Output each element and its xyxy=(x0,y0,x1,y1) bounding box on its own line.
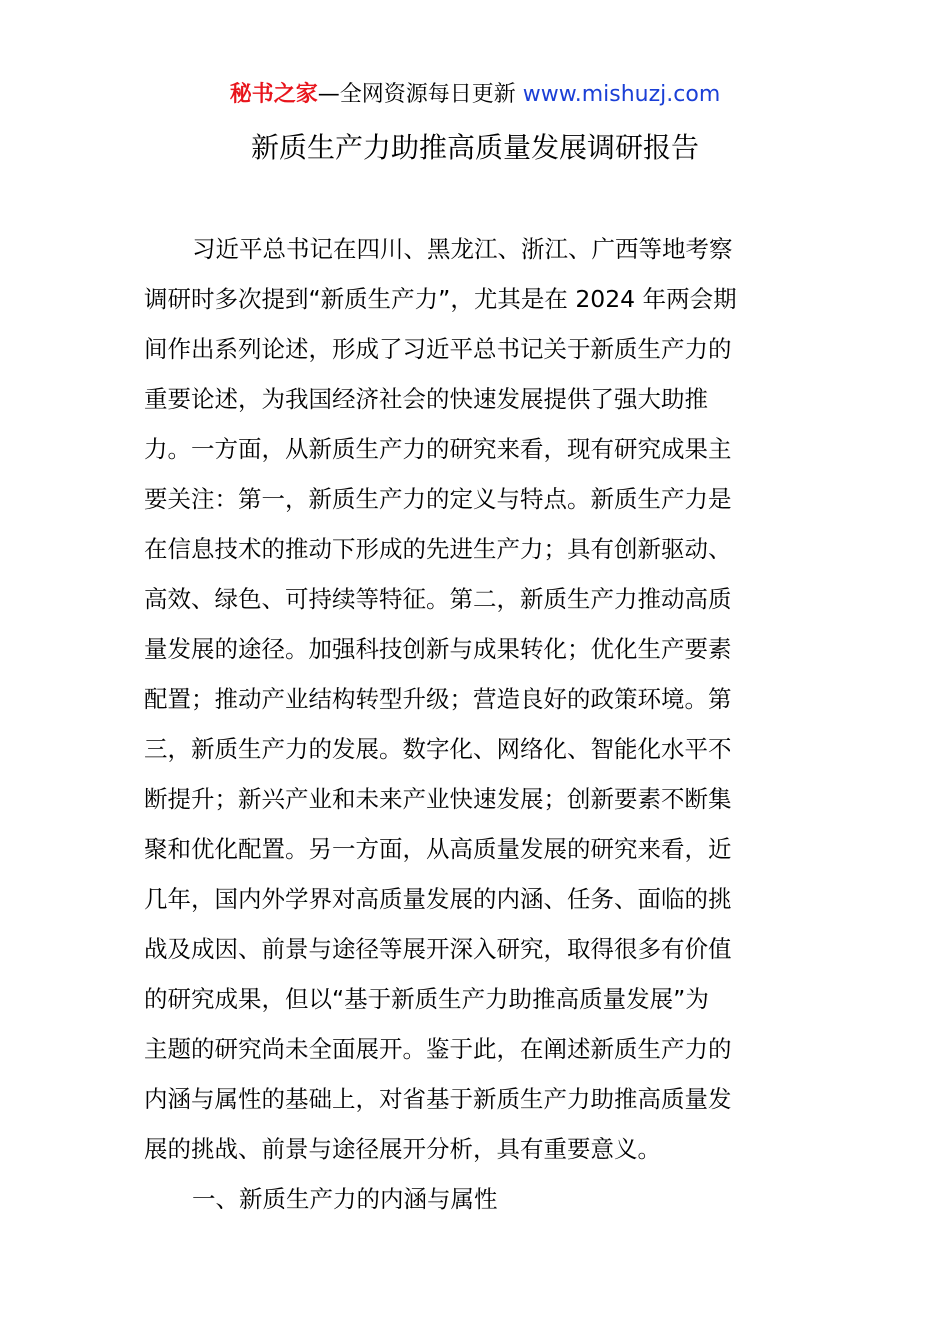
paragraph-line: 重要论述，为我国经济社会的快速发展提供了强大助推 xyxy=(144,385,708,413)
paragraph-line: 聚和优化配置。另一方面，从高质量发展的研究来看，近 xyxy=(144,835,732,863)
paragraph-line: 主题的研究尚未全面展开。鉴于此，在阐述新质生产力的 xyxy=(144,1035,732,1063)
paragraph-line: 三，新质生产力的发展。数字化、网络化、智能化水平不 xyxy=(144,735,732,763)
paragraph-line: 量发展的途径。加强科技创新与成果转化；优化生产要素 xyxy=(144,635,732,663)
paragraph-line: 内涵与属性的基础上，对省基于新质生产力助推高质量发 xyxy=(144,1085,732,1113)
site-header xyxy=(0,78,950,112)
section-heading: 一、新质生产力的内涵与属性 xyxy=(192,1185,498,1213)
brand-name: 秘书之家 xyxy=(229,82,318,107)
document-title: 新质生产力助推高质量发展调研报告 xyxy=(250,131,699,164)
paragraph-line: 断提升；新兴产业和未来产业快速发展；创新要素不断集 xyxy=(144,785,732,813)
paragraph-line: 几年，国内外学界对高质量发展的内涵、任务、面临的挑 xyxy=(144,885,732,913)
site-url-link[interactable]: www.mishuzj.com xyxy=(522,82,721,107)
paragraph-line: 的研究成果，但以“基于新质生产力助推高质量发展”为 xyxy=(144,985,709,1013)
paragraph-line: 配置；推动产业结构转型升级；营造良好的政策环境。第 xyxy=(144,685,732,713)
paragraph-line: 调研时多次提到“新质生产力”，尤其是在 2024 年两会期 xyxy=(144,285,737,313)
paragraph-line: 习近平总书记在四川、黑龙江、浙江、广西等地考察 xyxy=(192,235,733,263)
paragraph-line: 战及成因、前景与途径等展开深入研究，取得很多有价值 xyxy=(144,935,732,963)
paragraph-line: 高效、绿色、可持续等特征。第二，新质生产力推动高质 xyxy=(144,585,732,613)
paragraph-line: 展的挑战、前景与途径展开分析，具有重要意义。 xyxy=(144,1135,661,1163)
paragraph-line: 力。一方面，从新质生产力的研究来看，现有研究成果主 xyxy=(144,435,732,463)
header-tagline: —全网资源每日更新 xyxy=(317,82,516,107)
paragraph-line: 间作出系列论述，形成了习近平总书记关于新质生产力的 xyxy=(144,335,732,363)
paragraph-line: 在信息技术的推动下形成的先进生产力；具有创新驱动、 xyxy=(144,535,732,563)
paragraph-line: 要关注：第一，新质生产力的定义与特点。新质生产力是 xyxy=(144,485,732,513)
document-body xyxy=(144,224,806,1224)
